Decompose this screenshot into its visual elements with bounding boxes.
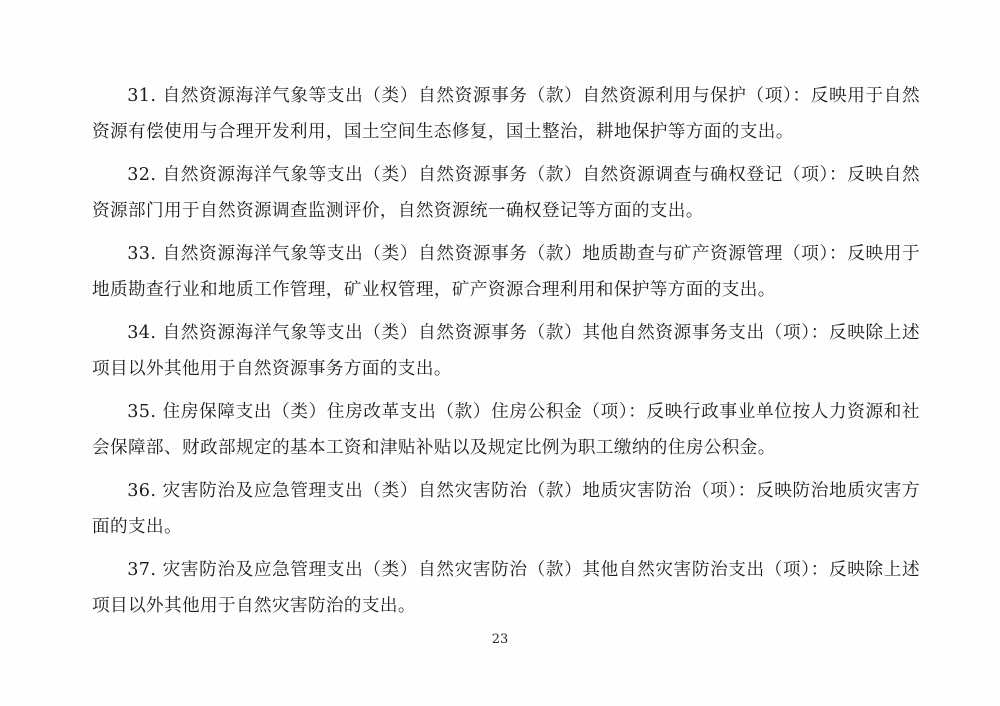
document-body (92, 78, 920, 631)
paragraph-32: 32. 自然资源海洋气象等支出（类）自然资源事务（款）自然资源调查与确权登记（项）：反映自然资源部门用于自然资源调查监测评价，自然资源统一确权登记等方面的支出。 (92, 165, 920, 221)
paragraph-37: 37. 灾害防治及应急管理支出（类）自然灾害防治（款）其他自然灾害防治支出（项）：反映除上述项目以外其他用于自然灾害防治的支出。 (92, 560, 920, 616)
paragraph-31: 31. 自然资源海洋气象等支出（类）自然资源事务（款）自然资源利用与保护（项）：反映用于自然资源有偿使用与合理开发利用，国土空间生态修复，国土整治，耕地保护等方面的支出。 (92, 86, 920, 142)
paragraph-34: 34. 自然资源海洋气象等支出（类）自然资源事务（款）其他自然资源事务支出（项）：反映除上述项目以外其他用于自然资源事务方面的支出。 (92, 323, 920, 379)
paragraph-36: 36. 灾害防治及应急管理支出（类）自然灾害防治（款）地质灾害防治（项）：反映防治地质灾害方面的支出。 (92, 481, 920, 537)
paragraph-33: 33. 自然资源海洋气象等支出（类）自然资源事务（款）地质勘查与矿产资源管理（项）：反映用于地质勘查行业和地质工作管理，矿业权管理，矿产资源合理利用和保护等方面的支出。 (92, 244, 920, 300)
paragraph-35: 35. 住房保障支出（类）住房改革支出（款）住房公积金（项）：反映行政事业单位按人力资源和社会保障部、财政部规定的基本工资和津贴补贴以及规定比例为职工缴纳的住房公积金。 (92, 402, 920, 458)
page-number: 23 (491, 632, 509, 647)
